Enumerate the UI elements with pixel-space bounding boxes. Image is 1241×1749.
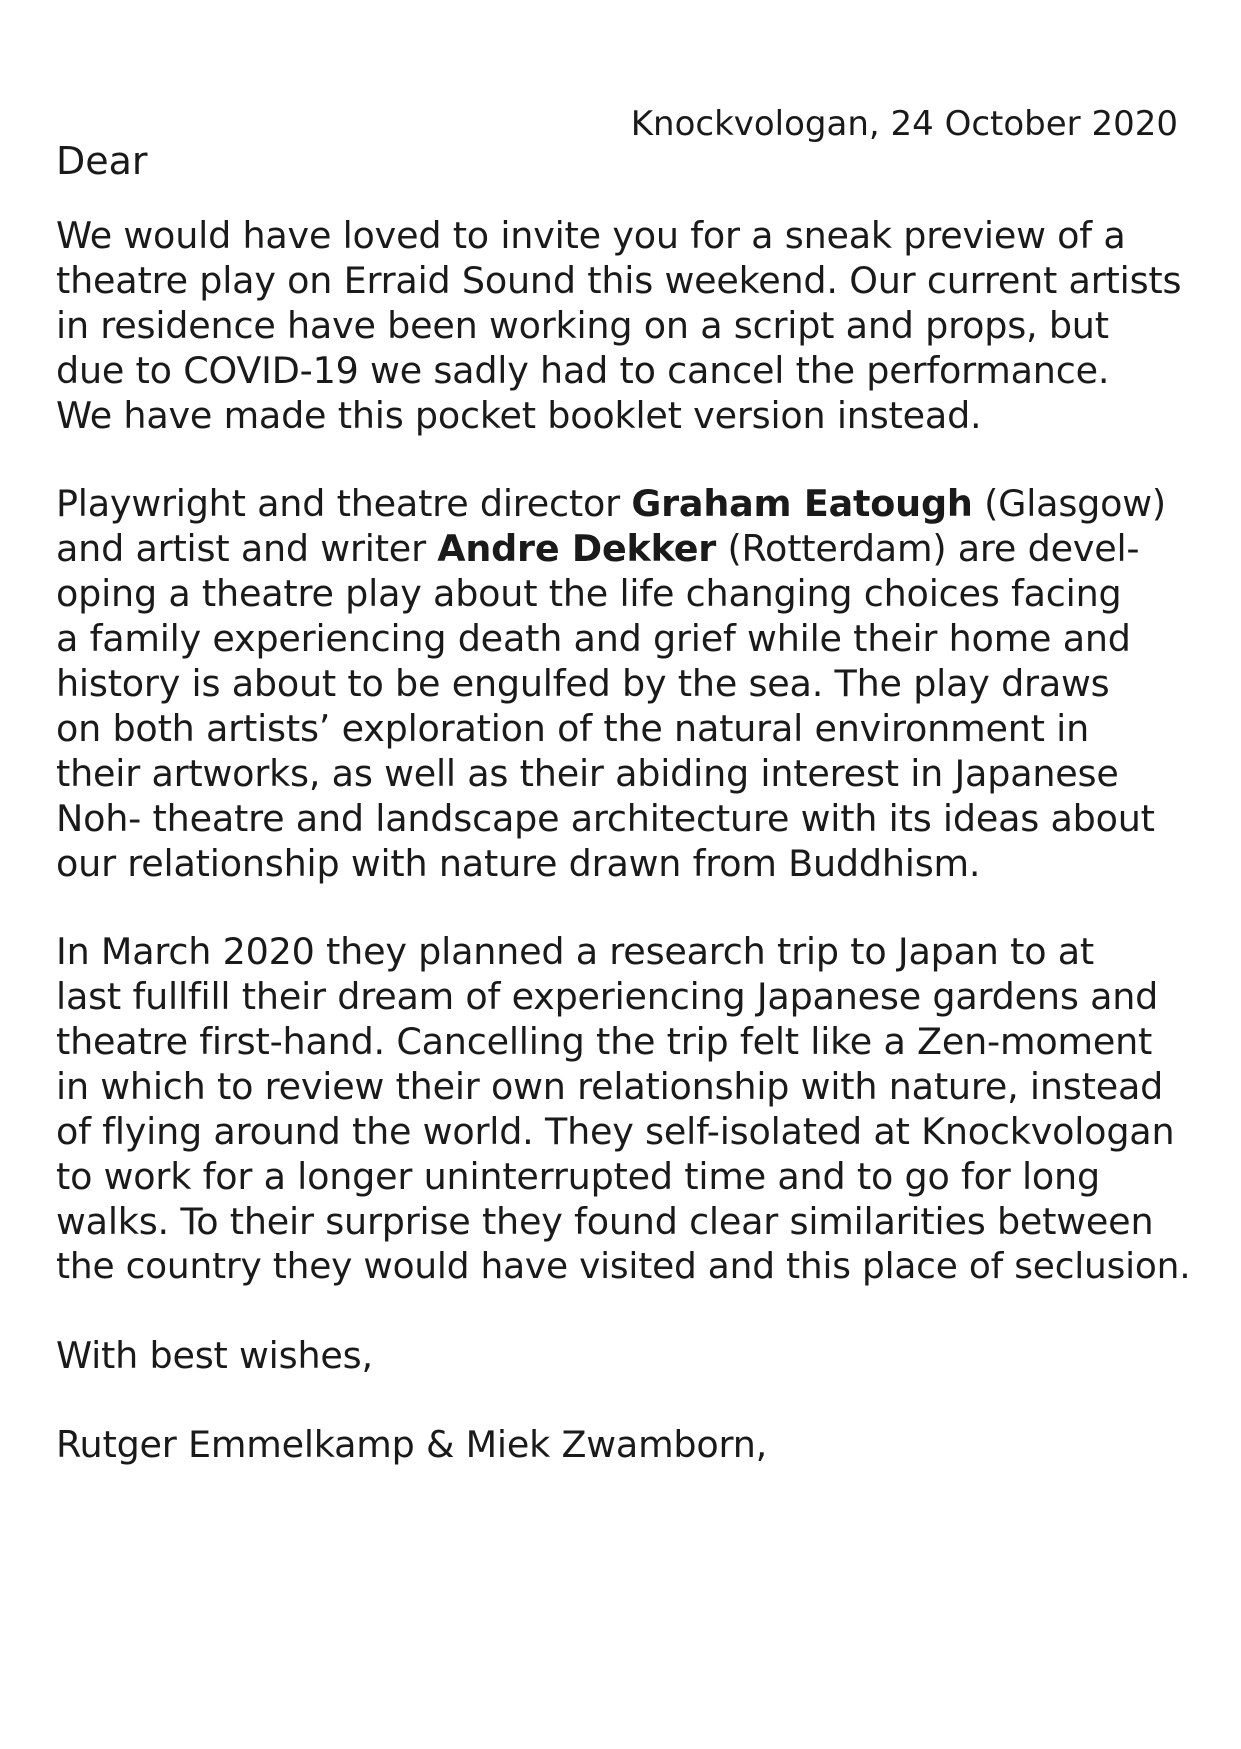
- paragraph2-line: on both artists’ exploration of the natural environment in: [56, 707, 1090, 750]
- paragraph3-line: of flying around the world. They self-isolated at Knockvologan: [56, 1110, 1175, 1153]
- text-fragment: (Rotterdam) are devel-: [716, 527, 1140, 570]
- date-line: Knockvologan, 24 October 2020: [630, 104, 1178, 144]
- text-fragment: and artist and writer: [56, 527, 438, 570]
- text-fragment: Playwright and theatre director: [56, 482, 632, 525]
- paragraph1-line: due to COVID-19 we sadly had to cancel the performance.: [56, 349, 1110, 392]
- person-name-andre-dekker: Andre Dekker: [437, 527, 717, 570]
- paragraph2-line: [56, 525, 1139, 573]
- paragraph1-line: We have made this pocket booklet version instead.: [56, 394, 982, 437]
- person-name-graham-eatough: Graham Eatough: [631, 482, 973, 525]
- paragraph2-line: [56, 480, 1166, 528]
- paragraph3-line: last fullfill their dream of experiencing Japanese gardens and: [56, 975, 1159, 1018]
- salutation: Dear: [56, 139, 148, 183]
- paragraph3-line: in which to review their own relationship with nature, instead: [56, 1065, 1164, 1108]
- paragraph2-line: their artworks, as well as their abiding interest in Japanese: [56, 752, 1119, 795]
- paragraph2-line: our relationship with nature drawn from Buddhism.: [56, 842, 981, 885]
- paragraph3-line: to work for a longer uninterrupted time and to go for long: [56, 1155, 1100, 1198]
- paragraph2-line: history is about to be engulfed by the sea. The play draws: [56, 662, 1110, 705]
- text-fragment: (Glasgow): [972, 482, 1166, 525]
- paragraph1-line: theatre play on Erraid Sound this weekend. Our current artists: [56, 259, 1182, 302]
- paragraph3-line: theatre first-hand. Cancelling the trip felt like a Zen-moment: [56, 1020, 1153, 1063]
- paragraph1-line: in residence have been working on a script and props, but: [56, 304, 1109, 347]
- paragraph1-line: We would have loved to invite you for a sneak preview of a: [56, 214, 1126, 257]
- paragraph2-line: a family experiencing death and grief while their home and: [56, 617, 1131, 660]
- closing: With best wishes,: [56, 1334, 373, 1377]
- paragraph2-line: oping a theatre play about the life changing choices facing: [56, 572, 1122, 615]
- signature: Rutger Emmelkamp & Miek Zwamborn,: [56, 1423, 768, 1466]
- paragraph3-line: the country they would have visited and this place of seclusion.: [56, 1246, 1191, 1287]
- paragraph3-line: walks. To their surprise they found clear similarities between: [56, 1200, 1154, 1243]
- paragraph2-line: Noh- theatre and landscape architecture with its ideas about: [56, 797, 1155, 840]
- paragraph3-line: In March 2020 they planned a research trip to Japan to at: [56, 930, 1095, 973]
